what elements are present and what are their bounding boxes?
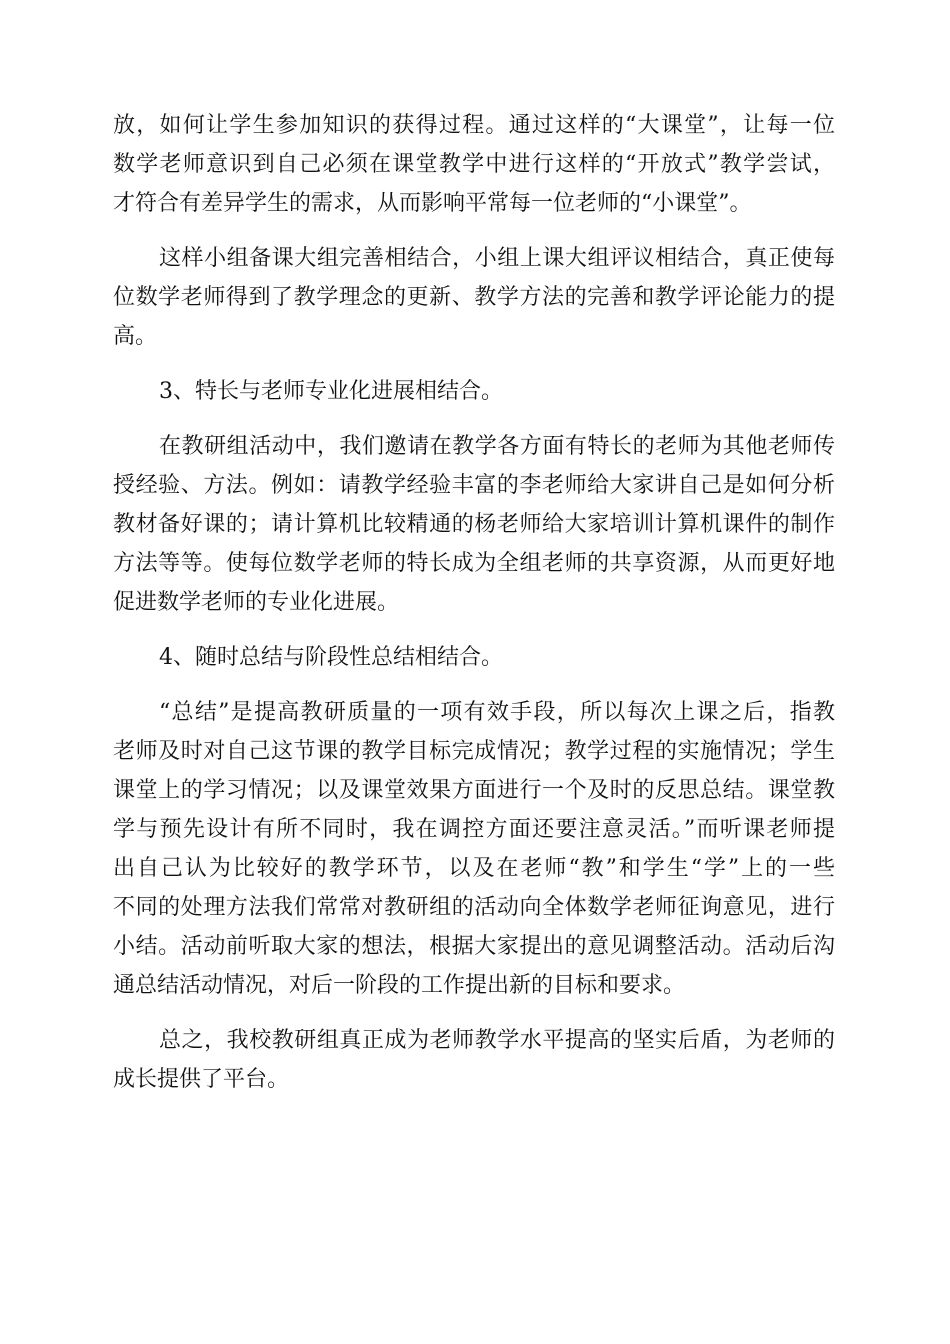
paragraph <box>113 239 835 356</box>
paragraph-line: 促进数学老师的专业化进展。 <box>113 590 400 615</box>
paragraph-line: 放，如何让学生参加知识的获得过程。通过这样的“大课堂”，让每一位 <box>113 113 835 138</box>
paragraph-line: “总结”是提高教研质量的一项有效手段，所以每次上课之后，指教 <box>159 700 835 725</box>
paragraph <box>113 638 835 677</box>
paragraph <box>113 693 835 1005</box>
paragraph-line: 出自己认为比较好的教学环节，以及在老师“教”和学生“学”上的一些 <box>113 856 835 881</box>
paragraph-line: 总之，我校教研组真正成为老师教学水平提高的坚实后盾，为老师的 <box>159 1028 835 1053</box>
paragraph <box>113 106 835 223</box>
paragraph-line: 老师及时对自己这节课的教学目标完成情况；教学过程的实施情况；学生 <box>113 739 835 764</box>
paragraph-line: 4、随时总结与阶段性总结相结合。 <box>159 645 503 670</box>
paragraph-line: 这样小组备课大组完善相结合，小组上课大组评议相结合，真正使每 <box>159 246 835 271</box>
paragraph-line: 成长提供了平台。 <box>113 1067 290 1092</box>
paragraph-line: 才符合有差异学生的需求，从而影响平常每一位老师的“小课堂”。 <box>113 191 752 216</box>
paragraph-line: 方法等等。使每位数学老师的特长成为全组老师的共享资源，从而更好地 <box>113 551 835 576</box>
paragraph-line: 学与预先设计有所不同时，我在调控方面还要注意灵活。”而听课老师提 <box>113 817 835 842</box>
paragraph-line: 授经验、方法。例如：请教学经验丰富的李老师给大家讲自己是如何分析 <box>113 473 835 498</box>
paragraph-line: 课堂上的学习情况；以及课堂效果方面进行一个及时的反思总结。课堂教 <box>113 778 835 803</box>
paragraph <box>113 427 835 622</box>
paragraph-line: 小结。活动前听取大家的想法，根据大家提出的意见调整活动。活动后沟 <box>113 934 835 959</box>
paragraph-line: 位数学老师得到了教学理念的更新、教学方法的完善和教学评论能力的提 <box>113 285 835 310</box>
paragraph-line: 通总结活动情况，对后一阶段的工作提出新的目标和要求。 <box>113 973 686 998</box>
paragraph-line: 不同的处理方法我们常常对教研组的活动向全体数学老师征询意见，进行 <box>113 895 835 920</box>
paragraph <box>113 1021 835 1099</box>
paragraph-line: 3、特长与老师专业化进展相结合。 <box>159 379 503 404</box>
document-body <box>113 106 835 1115</box>
paragraph-line: 数学老师意识到自己必须在课堂教学中进行这样的“开放式”教学尝试， <box>113 152 835 177</box>
paragraph <box>113 372 835 411</box>
paragraph-line: 教材备好课的；请计算机比较精通的杨老师给大家培训计算机课件的制作 <box>113 512 835 537</box>
paragraph-line: 在教研组活动中，我们邀请在教学各方面有特长的老师为其他老师传 <box>159 434 835 459</box>
paragraph-line: 高。 <box>113 324 158 349</box>
